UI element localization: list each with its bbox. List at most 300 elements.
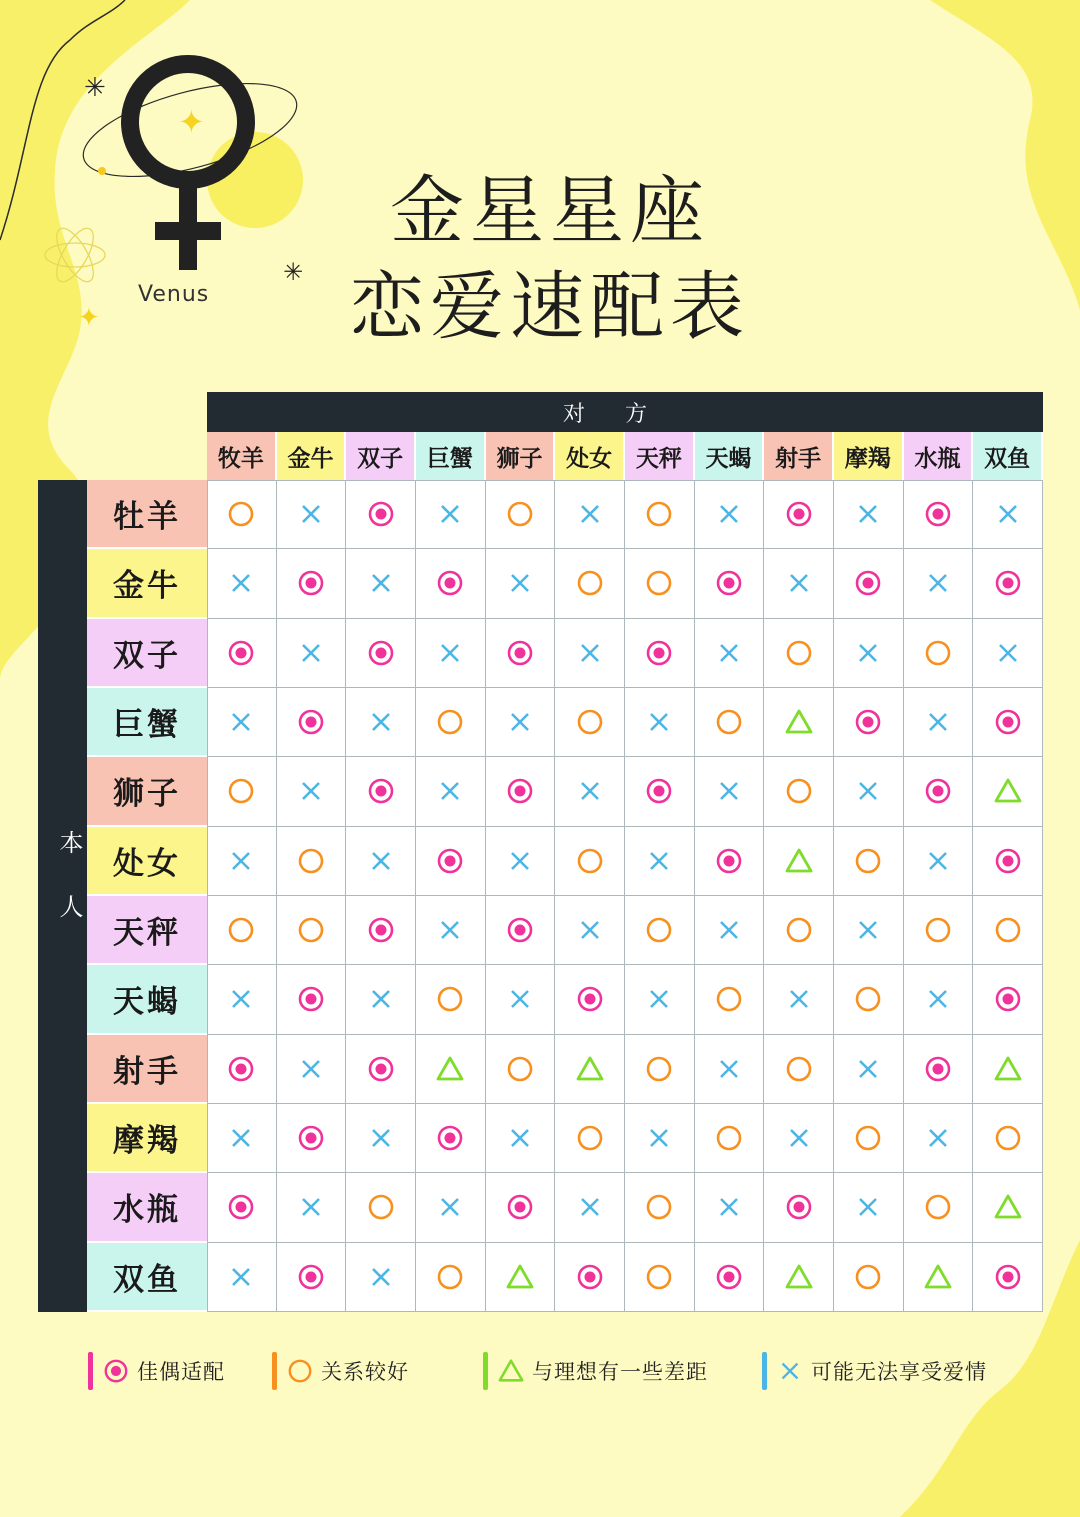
bullseye-icon [367, 639, 395, 667]
bullseye-icon [506, 639, 534, 667]
table-cell [555, 480, 625, 549]
cross-icon [715, 1055, 743, 1083]
table-cell [277, 688, 347, 757]
circle-icon [436, 985, 464, 1013]
table-cell [695, 1035, 765, 1104]
circle-icon [576, 847, 604, 875]
yellow-blob-top [930, 0, 1080, 310]
cross-icon [994, 500, 1022, 528]
table-cell [834, 549, 904, 618]
row-header: 双鱼 [87, 1243, 207, 1312]
cross-icon [436, 1193, 464, 1221]
bullseye-icon [297, 985, 325, 1013]
column-header: 处女 [555, 432, 625, 480]
circle-icon [576, 708, 604, 736]
cross-icon [506, 847, 534, 875]
legend-color-bar [88, 1352, 93, 1390]
bullseye-icon [994, 847, 1022, 875]
table-cell [973, 827, 1043, 896]
cross-icon [227, 985, 255, 1013]
table-cell [764, 827, 834, 896]
table-cell [695, 757, 765, 826]
bullseye-icon [103, 1358, 129, 1384]
table-cell [416, 1035, 486, 1104]
bullseye-icon [994, 708, 1022, 736]
table-cell [346, 827, 416, 896]
circle-icon [227, 916, 255, 944]
circle-icon [785, 777, 813, 805]
table-cell [834, 619, 904, 688]
table-cell [416, 1104, 486, 1173]
table-cell [904, 549, 974, 618]
table-cell [625, 549, 695, 618]
table-cell [277, 1035, 347, 1104]
column-header: 巨蟹 [416, 432, 486, 480]
column-header: 天蝎 [695, 432, 765, 480]
table-cell [555, 1035, 625, 1104]
column-header: 牧羊 [207, 432, 277, 480]
cross-icon [854, 916, 882, 944]
bullseye-icon [227, 1055, 255, 1083]
table-cell [346, 480, 416, 549]
table-cell [207, 1173, 277, 1242]
cross-icon [854, 639, 882, 667]
circle-icon [854, 985, 882, 1013]
circle-icon [576, 1124, 604, 1152]
orbit-dot [98, 167, 106, 175]
row-header: 金牛 [87, 549, 207, 618]
table-cell [973, 896, 1043, 965]
legend-label: 可能无法享受爱情 [811, 1360, 987, 1384]
cross-icon [854, 1055, 882, 1083]
table-cell [834, 757, 904, 826]
cross-icon [297, 1055, 325, 1083]
cross-icon [297, 639, 325, 667]
table-cell [764, 1104, 834, 1173]
circle-icon [506, 1055, 534, 1083]
circle-icon [297, 916, 325, 944]
bullseye-icon [576, 1263, 604, 1291]
circle-icon [924, 916, 952, 944]
cross-icon [227, 847, 255, 875]
table-cell [625, 965, 695, 1034]
cross-icon [506, 985, 534, 1013]
circle-icon [854, 1124, 882, 1152]
bullseye-icon [854, 708, 882, 736]
cross-icon [777, 1358, 803, 1384]
cross-icon [297, 500, 325, 528]
circle-icon [785, 916, 813, 944]
table-cell [207, 1104, 277, 1173]
cross-icon [576, 916, 604, 944]
cross-icon [924, 1124, 952, 1152]
table-cell [277, 619, 347, 688]
table-cell [555, 757, 625, 826]
table-cell [346, 896, 416, 965]
table-cell [834, 1035, 904, 1104]
table-cell [486, 480, 556, 549]
legend-label: 与理想有一些差距 [532, 1360, 708, 1384]
table-cell [555, 827, 625, 896]
cross-icon [367, 1124, 395, 1152]
cross-icon [506, 569, 534, 597]
table-cell [625, 480, 695, 549]
table-cell [207, 896, 277, 965]
cross-icon [645, 708, 673, 736]
row-header: 天秤 [87, 896, 207, 965]
legend-label: 佳偶适配 [137, 1360, 225, 1384]
circle-icon [645, 1055, 673, 1083]
legend-color-bar [483, 1352, 488, 1390]
row-header: 巨蟹 [87, 688, 207, 757]
table-cell [207, 1035, 277, 1104]
table-cell [346, 688, 416, 757]
row-header: 水瓶 [87, 1173, 207, 1242]
circle-icon [367, 1193, 395, 1221]
cross-icon [367, 847, 395, 875]
table-cell [486, 1243, 556, 1312]
table-cell [904, 1035, 974, 1104]
circle-icon [715, 985, 743, 1013]
cross-icon [367, 569, 395, 597]
table-cell [555, 1104, 625, 1173]
table-cell [486, 688, 556, 757]
triangle-icon [576, 1055, 604, 1083]
circle-icon [645, 569, 673, 597]
title-line-1: 金星星座 [390, 168, 710, 254]
circle-icon [785, 1055, 813, 1083]
table-cell [555, 1243, 625, 1312]
table-cell [625, 1035, 695, 1104]
cross-icon [576, 500, 604, 528]
row-group-header: 本人 [55, 830, 83, 958]
sparkle-icon-2: ✦ [78, 303, 100, 333]
column-header: 水瓶 [904, 432, 974, 480]
bullseye-icon [924, 500, 952, 528]
cross-icon [297, 777, 325, 805]
table-cell [625, 688, 695, 757]
table-cell [207, 827, 277, 896]
circle-icon [785, 639, 813, 667]
table-cell [555, 549, 625, 618]
table-cell [346, 1104, 416, 1173]
table-cell [277, 549, 347, 618]
table-cell [834, 1104, 904, 1173]
circle-icon [715, 708, 743, 736]
table-cell [486, 1035, 556, 1104]
table-cell [625, 827, 695, 896]
bullseye-icon [924, 1055, 952, 1083]
cross-icon [297, 1193, 325, 1221]
column-header: 双子 [346, 432, 416, 480]
table-cell [973, 757, 1043, 826]
table-cell [904, 965, 974, 1034]
column-header: 射手 [764, 432, 834, 480]
cross-icon [436, 916, 464, 944]
table-cell [695, 1173, 765, 1242]
cross-icon [506, 708, 534, 736]
circle-icon [645, 916, 673, 944]
bullseye-icon [785, 1193, 813, 1221]
table-cell [695, 965, 765, 1034]
column-header: 天秤 [625, 432, 695, 480]
table-cell [416, 1173, 486, 1242]
cross-icon [715, 777, 743, 805]
row-header: 天蝎 [87, 965, 207, 1034]
cross-icon [785, 569, 813, 597]
bullseye-icon [367, 916, 395, 944]
table-cell [416, 757, 486, 826]
table-cell [695, 1243, 765, 1312]
table-cell [904, 1104, 974, 1173]
venus-icon [130, 64, 246, 270]
table-cell [346, 1173, 416, 1242]
cross-icon [436, 500, 464, 528]
legend-color-bar [272, 1352, 277, 1390]
column-header: 狮子 [486, 432, 556, 480]
legend-item [272, 1352, 409, 1390]
table-cell [834, 965, 904, 1034]
table-cell [486, 619, 556, 688]
table-cell [486, 896, 556, 965]
circle-icon [297, 847, 325, 875]
table-cell [973, 1173, 1043, 1242]
table-cell [346, 1035, 416, 1104]
bullseye-icon [227, 639, 255, 667]
table-cell [207, 965, 277, 1034]
table-cell [834, 896, 904, 965]
table-cell [625, 1243, 695, 1312]
cross-icon [785, 1124, 813, 1152]
table-cell [486, 757, 556, 826]
circle-icon [854, 847, 882, 875]
table-cell [764, 619, 834, 688]
table-cell [904, 480, 974, 549]
cross-icon [785, 985, 813, 1013]
bullseye-icon [785, 500, 813, 528]
table-cell [973, 1243, 1043, 1312]
legend-item [88, 1352, 225, 1390]
table-cell [486, 1104, 556, 1173]
table-cell [486, 965, 556, 1034]
table-cell [346, 965, 416, 1034]
circle-icon [227, 777, 255, 805]
table-cell [764, 549, 834, 618]
table-cell [277, 1243, 347, 1312]
table-cell [346, 1243, 416, 1312]
table-cell [277, 1104, 347, 1173]
row-header: 牡羊 [87, 480, 207, 549]
row-header: 双子 [87, 619, 207, 688]
table-cell [207, 619, 277, 688]
bullseye-icon [576, 985, 604, 1013]
cross-icon [924, 708, 952, 736]
table-cell [904, 1173, 974, 1242]
table-cell [346, 757, 416, 826]
table-cell [625, 1104, 695, 1173]
bullseye-icon [994, 985, 1022, 1013]
table-cell [764, 896, 834, 965]
table-cell [973, 549, 1043, 618]
table-cell [486, 1173, 556, 1242]
circle-icon [506, 500, 534, 528]
table-cell [277, 827, 347, 896]
circle-icon [645, 1263, 673, 1291]
column-header: 金牛 [277, 432, 347, 480]
table-cell [695, 896, 765, 965]
sparkle-icon-1: ✦ [178, 103, 205, 141]
circle-icon [924, 1193, 952, 1221]
table-cell [904, 827, 974, 896]
cross-icon [227, 1263, 255, 1291]
bullseye-icon [645, 639, 673, 667]
triangle-icon [785, 708, 813, 736]
bullseye-icon [506, 777, 534, 805]
cross-icon [576, 1193, 604, 1221]
cross-icon [506, 1124, 534, 1152]
table-cell [207, 688, 277, 757]
circle-icon [994, 916, 1022, 944]
table-cell [904, 1243, 974, 1312]
row-header: 摩羯 [87, 1104, 207, 1173]
table-cell [904, 896, 974, 965]
table-cell [486, 827, 556, 896]
table-cell [764, 1173, 834, 1242]
table-cell [764, 965, 834, 1034]
triangle-icon [506, 1263, 534, 1291]
cross-icon [924, 847, 952, 875]
table-cell [207, 549, 277, 618]
table-cell [416, 965, 486, 1034]
table-cell [764, 1243, 834, 1312]
table-cell [555, 965, 625, 1034]
bullseye-icon [297, 708, 325, 736]
table-cell [904, 757, 974, 826]
triangle-icon [994, 1193, 1022, 1221]
table-cell [834, 827, 904, 896]
table-cell [555, 1173, 625, 1242]
table-cell [764, 757, 834, 826]
bullseye-icon [436, 847, 464, 875]
table-cell [973, 965, 1043, 1034]
table-cell [207, 480, 277, 549]
legend-color-bar [762, 1352, 767, 1390]
row-header: 射手 [87, 1035, 207, 1104]
cross-icon [367, 1263, 395, 1291]
table-cell [625, 1173, 695, 1242]
triangle-icon [994, 1055, 1022, 1083]
table-cell [277, 965, 347, 1034]
table-cell [973, 480, 1043, 549]
triangle-icon [436, 1055, 464, 1083]
table-cell [625, 757, 695, 826]
circle-icon [645, 1193, 673, 1221]
bullseye-icon [227, 1193, 255, 1221]
table-cell [416, 688, 486, 757]
triangle-icon [785, 847, 813, 875]
row-header: 处女 [87, 827, 207, 896]
table-cell [695, 619, 765, 688]
cross-icon [715, 916, 743, 944]
bullseye-icon [645, 777, 673, 805]
title-line-2: 恋爱速配表 [350, 264, 750, 350]
bullseye-icon [367, 500, 395, 528]
cross-icon [854, 1193, 882, 1221]
legend-label: 关系较好 [321, 1360, 409, 1384]
legend-item [762, 1352, 987, 1390]
table-cell [834, 688, 904, 757]
table-cell [695, 480, 765, 549]
table-cell [277, 757, 347, 826]
bullseye-icon [436, 1124, 464, 1152]
table-cell [486, 549, 556, 618]
row-group-header-bar [38, 480, 87, 1312]
cross-icon [436, 639, 464, 667]
table-cell [416, 619, 486, 688]
circle-icon [924, 639, 952, 667]
table-cell [625, 896, 695, 965]
bullseye-icon [715, 1263, 743, 1291]
bullseye-icon [924, 777, 952, 805]
bullseye-icon [715, 847, 743, 875]
table-cell [346, 619, 416, 688]
cross-icon [645, 985, 673, 1013]
table-cell [207, 757, 277, 826]
cross-icon [227, 708, 255, 736]
table-cell [416, 827, 486, 896]
table-cell [277, 1173, 347, 1242]
circle-icon [287, 1358, 313, 1384]
cross-icon [854, 500, 882, 528]
triangle-icon [785, 1263, 813, 1291]
column-header: 双鱼 [973, 432, 1043, 480]
cross-icon [854, 777, 882, 805]
table-cell [973, 1104, 1043, 1173]
table-cell [346, 549, 416, 618]
table-cell [834, 1243, 904, 1312]
venus-label: Venus [138, 282, 210, 307]
cross-icon [576, 777, 604, 805]
table-cell [973, 688, 1043, 757]
column-header: 摩羯 [834, 432, 904, 480]
bullseye-icon [367, 1055, 395, 1083]
table-cell [764, 688, 834, 757]
table-cell [555, 619, 625, 688]
column-group-header: 对方 [207, 392, 1043, 432]
table-cell [973, 619, 1043, 688]
table-cell [764, 480, 834, 549]
legend-item [483, 1352, 708, 1390]
table-cell [555, 688, 625, 757]
bullseye-icon [297, 569, 325, 597]
cross-icon [715, 1193, 743, 1221]
cross-icon [715, 500, 743, 528]
triangle-icon [498, 1358, 524, 1384]
cross-icon [715, 639, 743, 667]
cross-icon [227, 569, 255, 597]
bullseye-icon [506, 1193, 534, 1221]
table-cell [416, 549, 486, 618]
table-cell [695, 827, 765, 896]
bullseye-icon [297, 1124, 325, 1152]
table-cell [416, 1243, 486, 1312]
circle-icon [854, 1263, 882, 1291]
table-cell [695, 1104, 765, 1173]
circle-icon [645, 500, 673, 528]
table-cell [834, 480, 904, 549]
bullseye-icon [506, 916, 534, 944]
table-cell [207, 1243, 277, 1312]
